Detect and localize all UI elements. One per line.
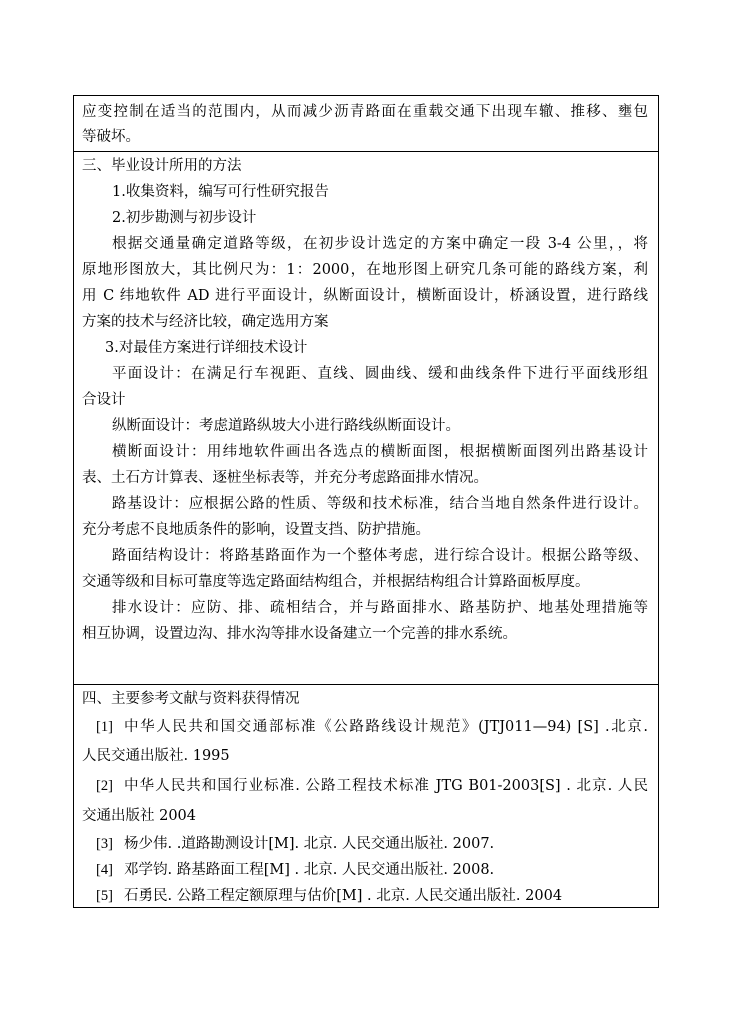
cross-section-line-1: 横断面设计：用纬地软件画出各选点的横断面图，根据横断面图列出路基设计 bbox=[112, 444, 648, 460]
subgrade-design-line-2: 充分考虑不良地质条件的影响，设置支挡、防护措施。 bbox=[82, 522, 430, 538]
profile-design: 纵断面设计：考虑道路纵坡大小进行路线纵断面设计。 bbox=[112, 418, 460, 434]
drainage-design-line-2: 相互协调，设置边沟、排水沟等排水设备建立一个完善的排水系统。 bbox=[82, 626, 517, 642]
methods-para1-line-3: 用 C 纬地软件 AD 进行平面设计，纵断面设计，横断面设计，桥涵设置，进行路线 bbox=[82, 288, 648, 304]
methods-para1-line-1: 根据交通量确定道路等级，在初步设计选定的方案中确定一段 3-4 公里，，将 bbox=[112, 236, 648, 252]
plane-design-line-1: 平面设计：在满足行车视距、直线、圆曲线、缓和曲线条件下进行平面线形组 bbox=[112, 366, 648, 382]
intro-line-2: 等破坏。 bbox=[82, 129, 140, 145]
table-cell-references bbox=[73, 684, 659, 908]
reference-4-line-1: 邓学钧. 路基路面工程[M] . 北京. 人民交通出版社. 2008. bbox=[124, 862, 495, 878]
table-cell-intro bbox=[73, 95, 659, 152]
reference-3-number: [3] bbox=[96, 836, 113, 852]
reference-1-number: [1] bbox=[96, 719, 113, 735]
drainage-design-line-1: 排水设计：应防、排、疏相结合，并与路面排水、路基防护、地基处理措施等 bbox=[112, 600, 648, 616]
reference-5-number: [5] bbox=[96, 888, 113, 904]
reference-2-number: [2] bbox=[96, 778, 113, 794]
reference-2-line-1: 中华人民共和国行业标准. 公路工程技术标准 JTG B01-2003[S] . 北京. 人民 bbox=[124, 778, 648, 794]
references-heading: 四、主要参考文献与资料获得情况 bbox=[82, 691, 300, 707]
intro-line-1: 应变控制在适当的范围内，从而减少沥青路面在重载交通下出现车辙、推移、壅包 bbox=[82, 104, 648, 120]
reference-1-line-2: 人民交通出版社. 1995 bbox=[82, 748, 230, 764]
methods-heading: 三、毕业设计所用的方法 bbox=[82, 158, 242, 174]
reference-4-number: [4] bbox=[96, 862, 113, 878]
plane-design-line-2: 合设计 bbox=[82, 392, 126, 408]
pavement-design-line-2: 交通等级和目标可靠度等选定路面结构组合，并根据结构组合计算路面板厚度。 bbox=[82, 574, 590, 590]
methods-item-3: 3.对最佳方案进行详细技术设计 bbox=[105, 340, 308, 356]
methods-para1-line-4: 方案的技术与经济比较，确定选用方案 bbox=[82, 314, 329, 330]
table-cell-methods bbox=[73, 151, 659, 685]
reference-2-line-2: 交通出版社 2004 bbox=[82, 808, 197, 824]
methods-item-2: 2.初步勘测与初步设计 bbox=[112, 210, 257, 226]
reference-1-line-1: 中华人民共和国交通部标准《公路路线设计规范》(JTJ011—94) [S] .北京. bbox=[124, 719, 648, 735]
reference-3-line-1: 杨少伟. .道路勘测设计[M]. 北京. 人民交通出版社. 2007. bbox=[124, 836, 495, 852]
cross-section-line-2: 表、土石方计算表、逐桩坐标表等，并充分考虑路面排水情况。 bbox=[82, 470, 488, 486]
methods-item-1: 1.收集资料，编写可行性研究报告 bbox=[112, 184, 329, 200]
subgrade-design-line-1: 路基设计：应根据公路的性质、等级和技术标准，结合当地自然条件进行设计。 bbox=[112, 496, 648, 512]
methods-para1-line-2: 原地形图放大，其比例尺为：1：2000，在地形图上研究几条可能的路线方案，利 bbox=[82, 262, 648, 278]
pavement-design-line-1: 路面结构设计：将路基路面作为一个整体考虑，进行综合设计。根据公路等级、 bbox=[112, 548, 648, 564]
reference-5-line-1: 石勇民. 公路工程定额原理与估价[M] . 北京. 人民交通出版社. 2004 bbox=[124, 888, 563, 904]
